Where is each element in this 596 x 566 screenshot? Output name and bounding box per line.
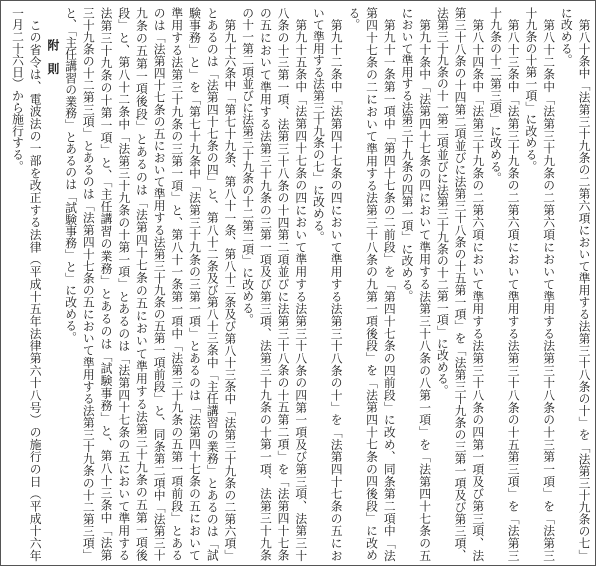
- text-line: 験事務」と」を「第七十九条中「法第三十九条の三第一項」とあるのは「法第四十七条の五において: [187, 7, 202, 561]
- vertical-text-body: [6, 7, 592, 561]
- text-line: 十九条の十二第三項」に改める。: [488, 7, 503, 184]
- text-line: 三十九条の十二第三項」とあるのは「法第四十七条の五において準用する法第三十九条の十二第三項」: [81, 7, 96, 561]
- text-line: において準用する法第三十九条の四第一項」に改める。: [399, 7, 414, 302]
- text-line: 第九十一条第一項中「第四十七条の二前段」を「第四十七条の四前段」に改め、同条第二項中「法: [382, 18, 397, 561]
- supplementary-provisions-heading: 附 則: [45, 38, 60, 75]
- text-line: に改める。: [559, 7, 574, 66]
- text-line: とあるのは「法第四十七条の四」と、第八十二条及び第八十三条中「主任講習の業務」とあるのは「試: [205, 7, 220, 561]
- text-line: 法第三十九条の十第一項」と、「主任講習の業務」とあるのは「試験事務」と、第八十三条中「法第: [99, 7, 114, 561]
- text-line: と、「主任講習の業務」とあるのは「試験事務」と」に改める。: [63, 7, 78, 344]
- text-line: の十一第二項並びに法第三十九条の十二第二項」に改める。: [240, 7, 255, 326]
- text-line: 第八十四条中「法第三十九条の二第六項において準用する法第三十八条の四第一項及び第三項、法: [470, 18, 485, 561]
- text-line: 準用する法第三十九条の三第一項」と、第八十一条第一項中「法第三十九条の五第一項前段」とある: [169, 7, 184, 561]
- text-line: 第八十二条中「法第三十九条の二第六項において準用する法第三十八条の十三第一項」を「法第三: [541, 18, 556, 561]
- enforcement-clause: [8, 7, 43, 561]
- text-line: 第八十三条中「法第三十九条の二第六項において準用する法第三十八条の十五第三項」を「法第三: [506, 18, 521, 561]
- text-line: 第九十二条中「法第四十七条の四において準用する法第三十八条の十」を「法第四十七条の五にお: [329, 18, 344, 561]
- text-line: る。: [346, 7, 361, 31]
- text-line: 段」と、第八十二条中「法第三十九条の十第一項」とあるのは「法第四十七条の五において準用する: [116, 7, 131, 561]
- article-82-amendment: [521, 7, 556, 561]
- article-90-amendment: [397, 7, 432, 561]
- article-91-amendment: [344, 7, 397, 561]
- article-96-amendment: [61, 7, 238, 561]
- text-line: 第八十条中「法第三十九条の二第六項において準用する法第三十八条の十」を「法第三十九条の七」: [577, 18, 591, 561]
- article-83-amendment: [486, 7, 521, 561]
- text-line: 第九十六条中「第七十九条、第八十一条、第八十二条及び第八十三条中「法第三十九条の二第六項」: [222, 18, 237, 561]
- text-line: 十九条の十第一項」に改める。: [523, 7, 538, 173]
- text-line: 第四十七条の二において準用する法第三十八条の九第一項後段」を「法第四十七条の四後段」に改め: [364, 7, 379, 561]
- text-line: 第三十八条の十四第二項並びに法第三十八条の十五第一項」を「法第三十九条の三第一項及び第三項、: [453, 7, 468, 561]
- text-line: 八条の十三第一項、法第三十八条の十四第二項並びに法第三十八条の十五第二項」を「法第四十七条: [276, 7, 291, 561]
- text-line: のは「法第四十七条の五において準用する法第三十九条の五第一項前段」と、同条第二項中「法第三十: [152, 7, 167, 561]
- text-line: の五において準用する法第三十九条の三第一項及び第三項、法第三十九条の十第一項、法第三十九条: [258, 7, 273, 561]
- text-line: 九条の五第一項後段」とあるのは「法第四十七条の五において準用する法第三十九条の五第一項後: [134, 7, 149, 561]
- text-line: 第九十五条中「法第四十七条の四において準用する法第三十八条の四第一項及び第三項、法第三十: [293, 18, 308, 561]
- article-84-amendment: [433, 7, 486, 561]
- text-line: 第九十条中「法第四十七条の四において準用する法第三十八条の八第一項」を「法第四十七条の五: [417, 18, 432, 561]
- text-line: 一月二十六日）から施行する。: [10, 7, 25, 173]
- article-80-amendment: [557, 7, 592, 561]
- article-95-amendment: [238, 7, 309, 561]
- text-line: この省令は、電波法の一部を改正する法律（平成十五年法律第六十八号）の施行の日（平成十六年: [28, 18, 43, 561]
- text-line: いて準用する法第三十九条の七」に改める。: [311, 7, 326, 243]
- text-line: 法第三十九条の十一第二項並びに法第三十九条の十二第一項」に改める。: [435, 7, 450, 397]
- article-92-amendment: [309, 7, 344, 561]
